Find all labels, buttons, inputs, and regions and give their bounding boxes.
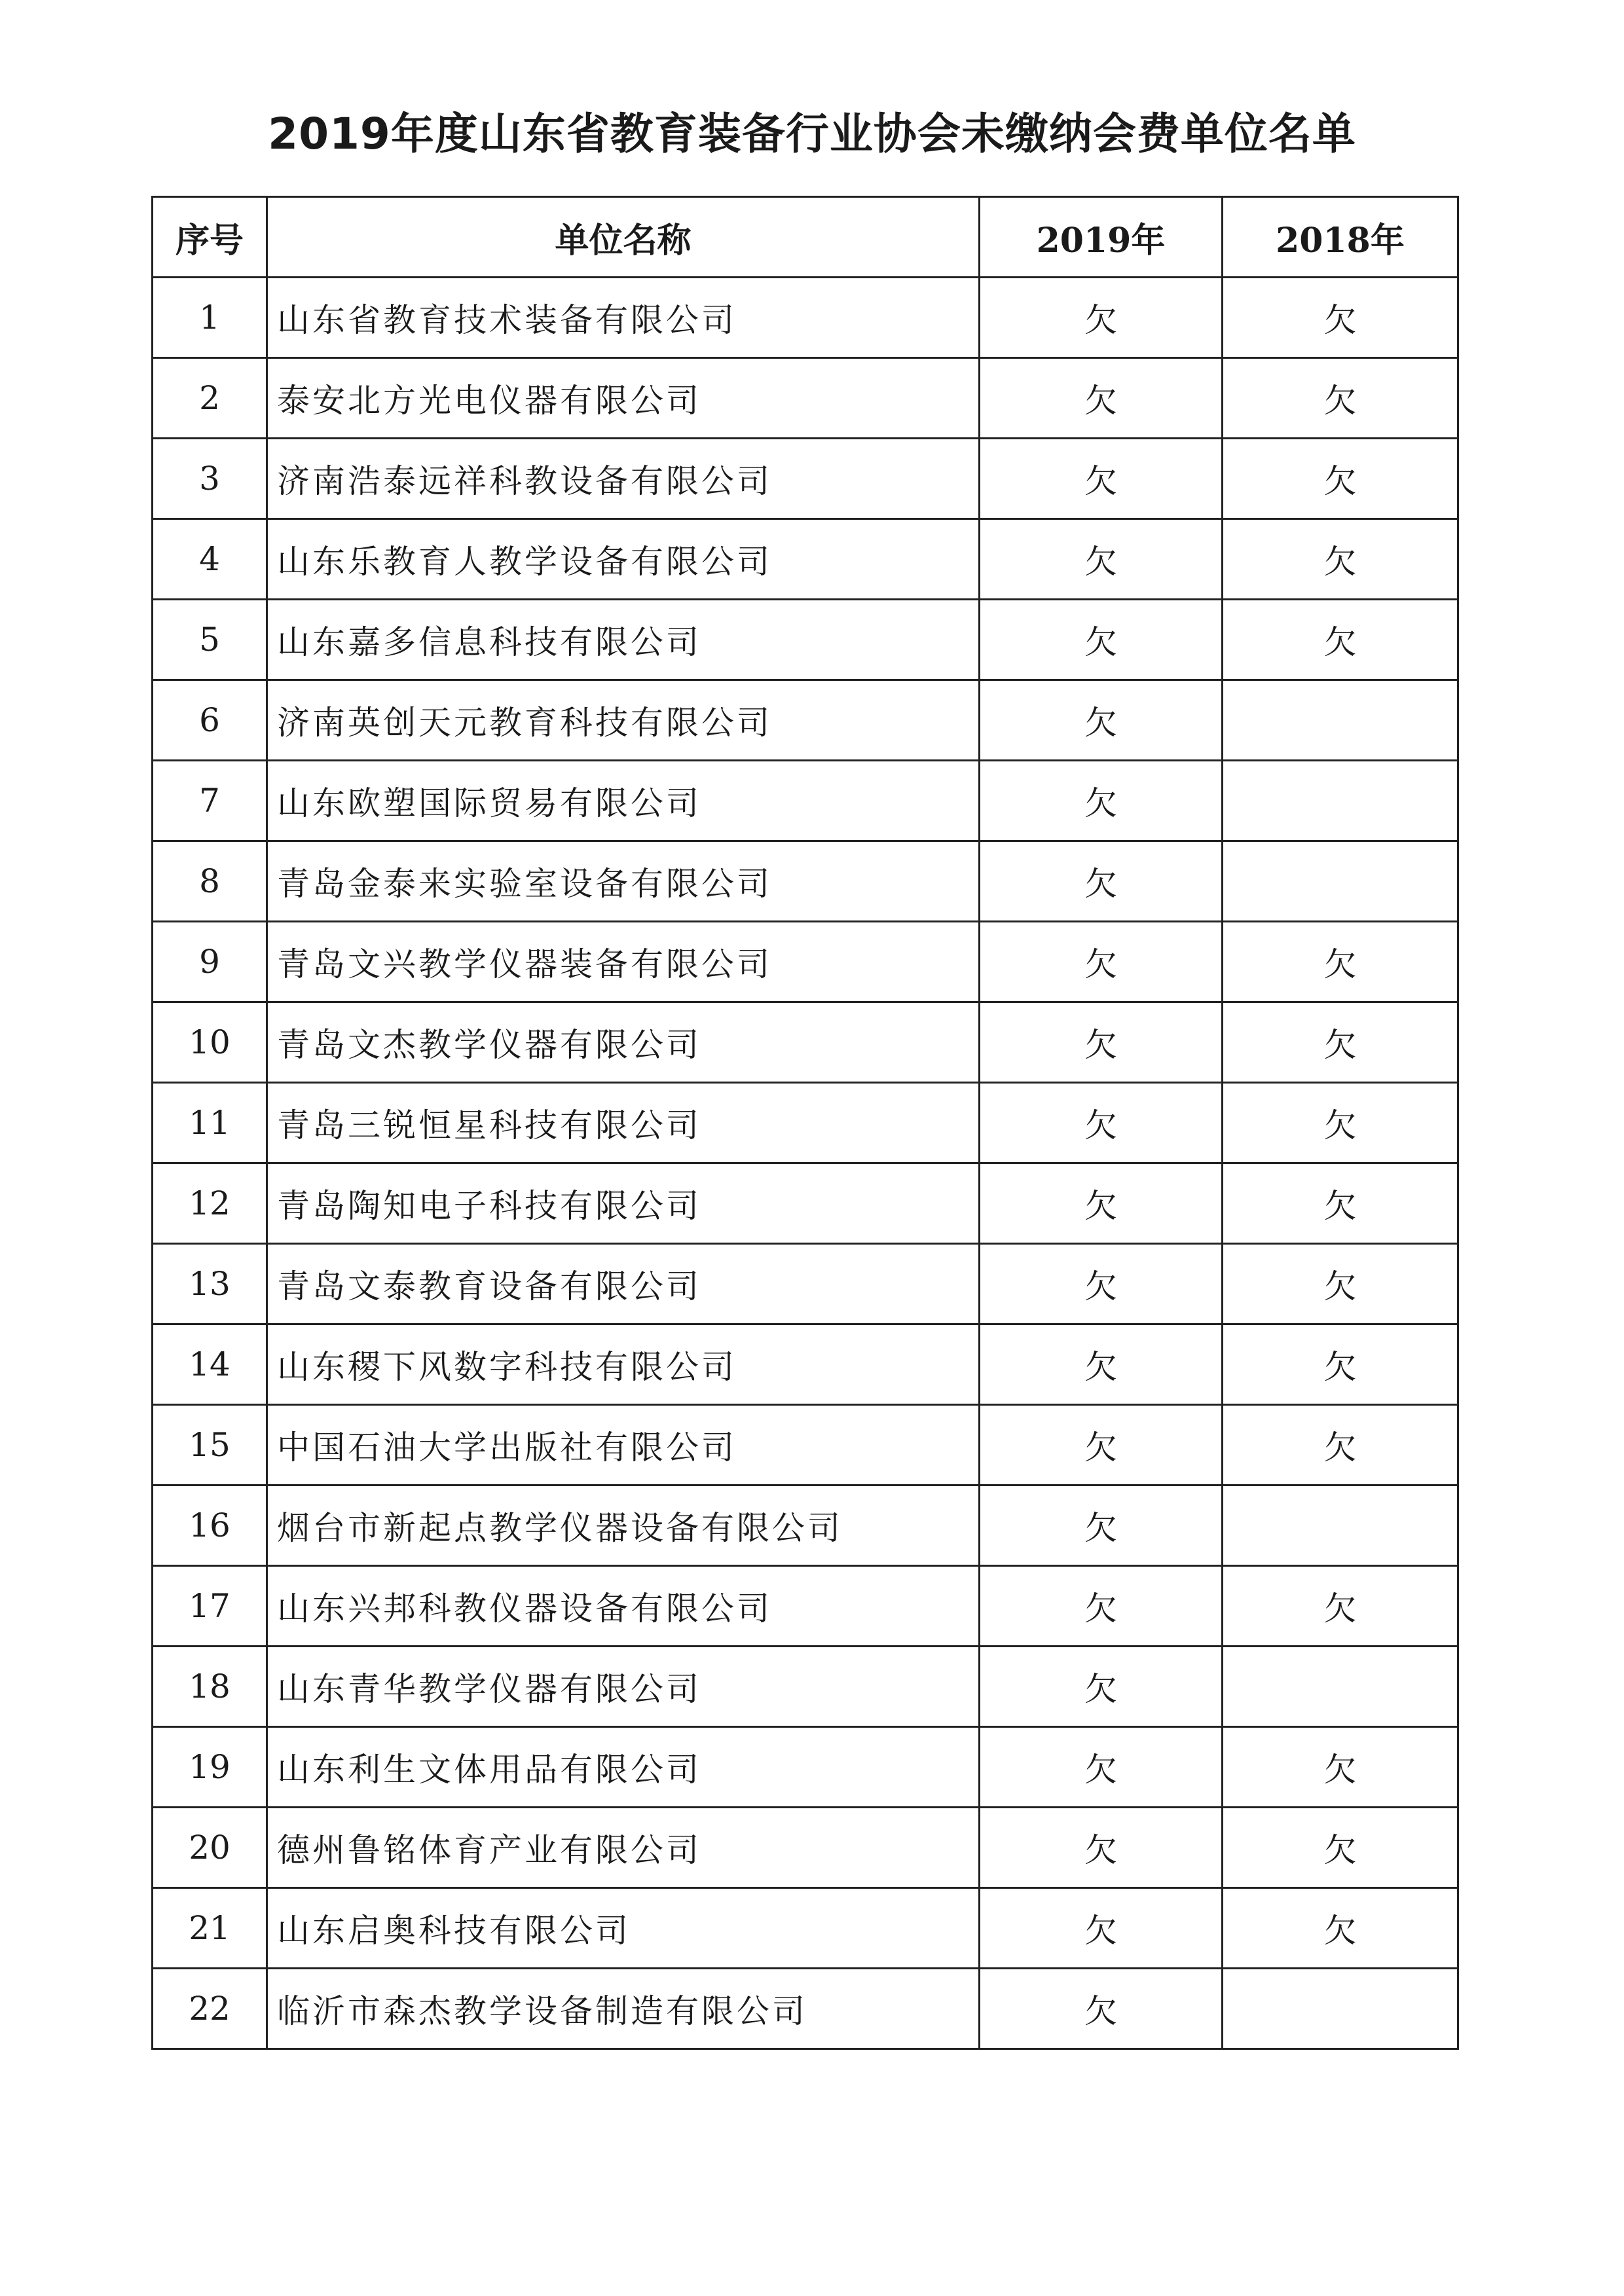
row-status-2019: 欠: [980, 1485, 1223, 1566]
row-serial-number: 21: [153, 1888, 267, 1969]
table-row: [153, 439, 1458, 519]
row-status-2018: [1223, 1647, 1458, 1727]
header-serial-number: 序号: [153, 197, 267, 278]
row-status-2018: 欠: [1223, 1808, 1458, 1888]
row-unit-name: 山东嘉多信息科技有限公司: [267, 600, 980, 680]
row-status-2018: 欠: [1223, 1244, 1458, 1324]
row-status-2019: 欠: [980, 1647, 1223, 1727]
row-serial-number: 11: [153, 1083, 267, 1163]
row-unit-name: 泰安北方光电仪器有限公司: [267, 358, 980, 439]
row-serial-number: 15: [153, 1405, 267, 1485]
table-row: [153, 1163, 1458, 1244]
table-row: [153, 1324, 1458, 1405]
row-status-2019: 欠: [980, 358, 1223, 439]
row-serial-number: 12: [153, 1163, 267, 1244]
table-row: [153, 1808, 1458, 1888]
row-unit-name: 青岛金泰来实验室设备有限公司: [267, 841, 980, 922]
row-status-2019: 欠: [980, 519, 1223, 600]
table-row: [153, 761, 1458, 841]
row-serial-number: 14: [153, 1324, 267, 1405]
row-status-2019: 欠: [980, 1727, 1223, 1808]
row-serial-number: 20: [153, 1808, 267, 1888]
row-status-2018: [1223, 1485, 1458, 1566]
row-unit-name: 青岛三锐恒星科技有限公司: [267, 1083, 980, 1163]
row-serial-number: 4: [153, 519, 267, 600]
table-header-row: [153, 197, 1458, 278]
row-status-2018: 欠: [1223, 358, 1458, 439]
row-status-2018: 欠: [1223, 519, 1458, 600]
row-status-2019: 欠: [980, 1002, 1223, 1083]
row-unit-name: 德州鲁铭体育产业有限公司: [267, 1808, 980, 1888]
row-status-2019: 欠: [980, 1083, 1223, 1163]
row-status-2019: 欠: [980, 922, 1223, 1002]
row-serial-number: 22: [153, 1969, 267, 2049]
row-status-2018: 欠: [1223, 1002, 1458, 1083]
row-status-2019: 欠: [980, 680, 1223, 761]
row-unit-name: 山东兴邦科教仪器设备有限公司: [267, 1566, 980, 1647]
row-status-2018: 欠: [1223, 1405, 1458, 1485]
page-title: 2019年度山东省教育装备行业协会未缴纳会费单位名单: [268, 109, 1356, 159]
unpaid-members-table: [151, 196, 1459, 2050]
row-unit-name: 山东利生文体用品有限公司: [267, 1727, 980, 1808]
row-unit-name: 中国石油大学出版社有限公司: [267, 1405, 980, 1485]
row-status-2018: 欠: [1223, 1566, 1458, 1647]
table-row: [153, 841, 1458, 922]
row-unit-name: 青岛陶知电子科技有限公司: [267, 1163, 980, 1244]
row-status-2019: 欠: [980, 1324, 1223, 1405]
row-unit-name: 济南英创天元教育科技有限公司: [267, 680, 980, 761]
table-row: [153, 600, 1458, 680]
row-status-2018: 欠: [1223, 600, 1458, 680]
table-row: [153, 1083, 1458, 1163]
row-unit-name: 青岛文泰教育设备有限公司: [267, 1244, 980, 1324]
row-serial-number: 18: [153, 1647, 267, 1727]
row-serial-number: 17: [153, 1566, 267, 1647]
row-status-2018: 欠: [1223, 1083, 1458, 1163]
row-status-2019: 欠: [980, 1969, 1223, 2049]
row-status-2019: 欠: [980, 1405, 1223, 1485]
row-status-2019: 欠: [980, 600, 1223, 680]
row-serial-number: 19: [153, 1727, 267, 1808]
row-status-2018: 欠: [1223, 922, 1458, 1002]
table-row: [153, 1244, 1458, 1324]
table-row: [153, 1727, 1458, 1808]
row-status-2019: 欠: [980, 841, 1223, 922]
row-serial-number: 16: [153, 1485, 267, 1566]
row-unit-name: 山东欧塑国际贸易有限公司: [267, 761, 980, 841]
row-unit-name: 青岛文兴教学仪器装备有限公司: [267, 922, 980, 1002]
row-status-2018: 欠: [1223, 1324, 1458, 1405]
row-unit-name: 烟台市新起点教学仪器设备有限公司: [267, 1485, 980, 1566]
row-serial-number: 1: [153, 278, 267, 358]
table-row: [153, 519, 1458, 600]
table-row: [153, 1485, 1458, 1566]
row-unit-name: 济南浩泰远祥科教设备有限公司: [267, 439, 980, 519]
row-status-2019: 欠: [980, 1244, 1223, 1324]
row-status-2018: 欠: [1223, 1163, 1458, 1244]
row-status-2018: [1223, 761, 1458, 841]
row-status-2019: 欠: [980, 1566, 1223, 1647]
row-unit-name: 青岛文杰教学仪器有限公司: [267, 1002, 980, 1083]
row-unit-name: 山东青华教学仪器有限公司: [267, 1647, 980, 1727]
row-status-2018: 欠: [1223, 1727, 1458, 1808]
row-unit-name: 临沂市森杰教学设备制造有限公司: [267, 1969, 980, 2049]
row-status-2019: 欠: [980, 761, 1223, 841]
row-unit-name: 山东乐教育人教学设备有限公司: [267, 519, 980, 600]
row-status-2019: 欠: [980, 278, 1223, 358]
row-status-2018: [1223, 680, 1458, 761]
table-row: [153, 1405, 1458, 1485]
row-serial-number: 7: [153, 761, 267, 841]
row-status-2018: 欠: [1223, 1888, 1458, 1969]
header-year-2019: 2019年: [980, 197, 1223, 278]
table-body: [153, 278, 1458, 2049]
table-row: [153, 922, 1458, 1002]
row-serial-number: 9: [153, 922, 267, 1002]
table-row: [153, 358, 1458, 439]
row-serial-number: 8: [153, 841, 267, 922]
row-status-2019: 欠: [980, 1163, 1223, 1244]
row-serial-number: 13: [153, 1244, 267, 1324]
table-row: [153, 680, 1458, 761]
table-row: [153, 1002, 1458, 1083]
row-unit-name: 山东启奥科技有限公司: [267, 1888, 980, 1969]
row-status-2018: [1223, 841, 1458, 922]
row-unit-name: 山东省教育技术装备有限公司: [267, 278, 980, 358]
row-serial-number: 5: [153, 600, 267, 680]
row-serial-number: 10: [153, 1002, 267, 1083]
row-status-2018: 欠: [1223, 439, 1458, 519]
table-row: [153, 1969, 1458, 2049]
table-row: [153, 1888, 1458, 1969]
row-serial-number: 3: [153, 439, 267, 519]
header-year-2018: 2018年: [1223, 197, 1458, 278]
row-serial-number: 6: [153, 680, 267, 761]
row-status-2019: 欠: [980, 1808, 1223, 1888]
row-status-2018: 欠: [1223, 278, 1458, 358]
row-status-2019: 欠: [980, 1888, 1223, 1969]
row-unit-name: 山东稷下风数字科技有限公司: [267, 1324, 980, 1405]
row-status-2018: [1223, 1969, 1458, 2049]
row-serial-number: 2: [153, 358, 267, 439]
row-status-2019: 欠: [980, 439, 1223, 519]
header-unit-name: 单位名称: [267, 197, 980, 278]
table-row: [153, 1647, 1458, 1727]
table-row: [153, 1566, 1458, 1647]
table-row: [153, 278, 1458, 358]
